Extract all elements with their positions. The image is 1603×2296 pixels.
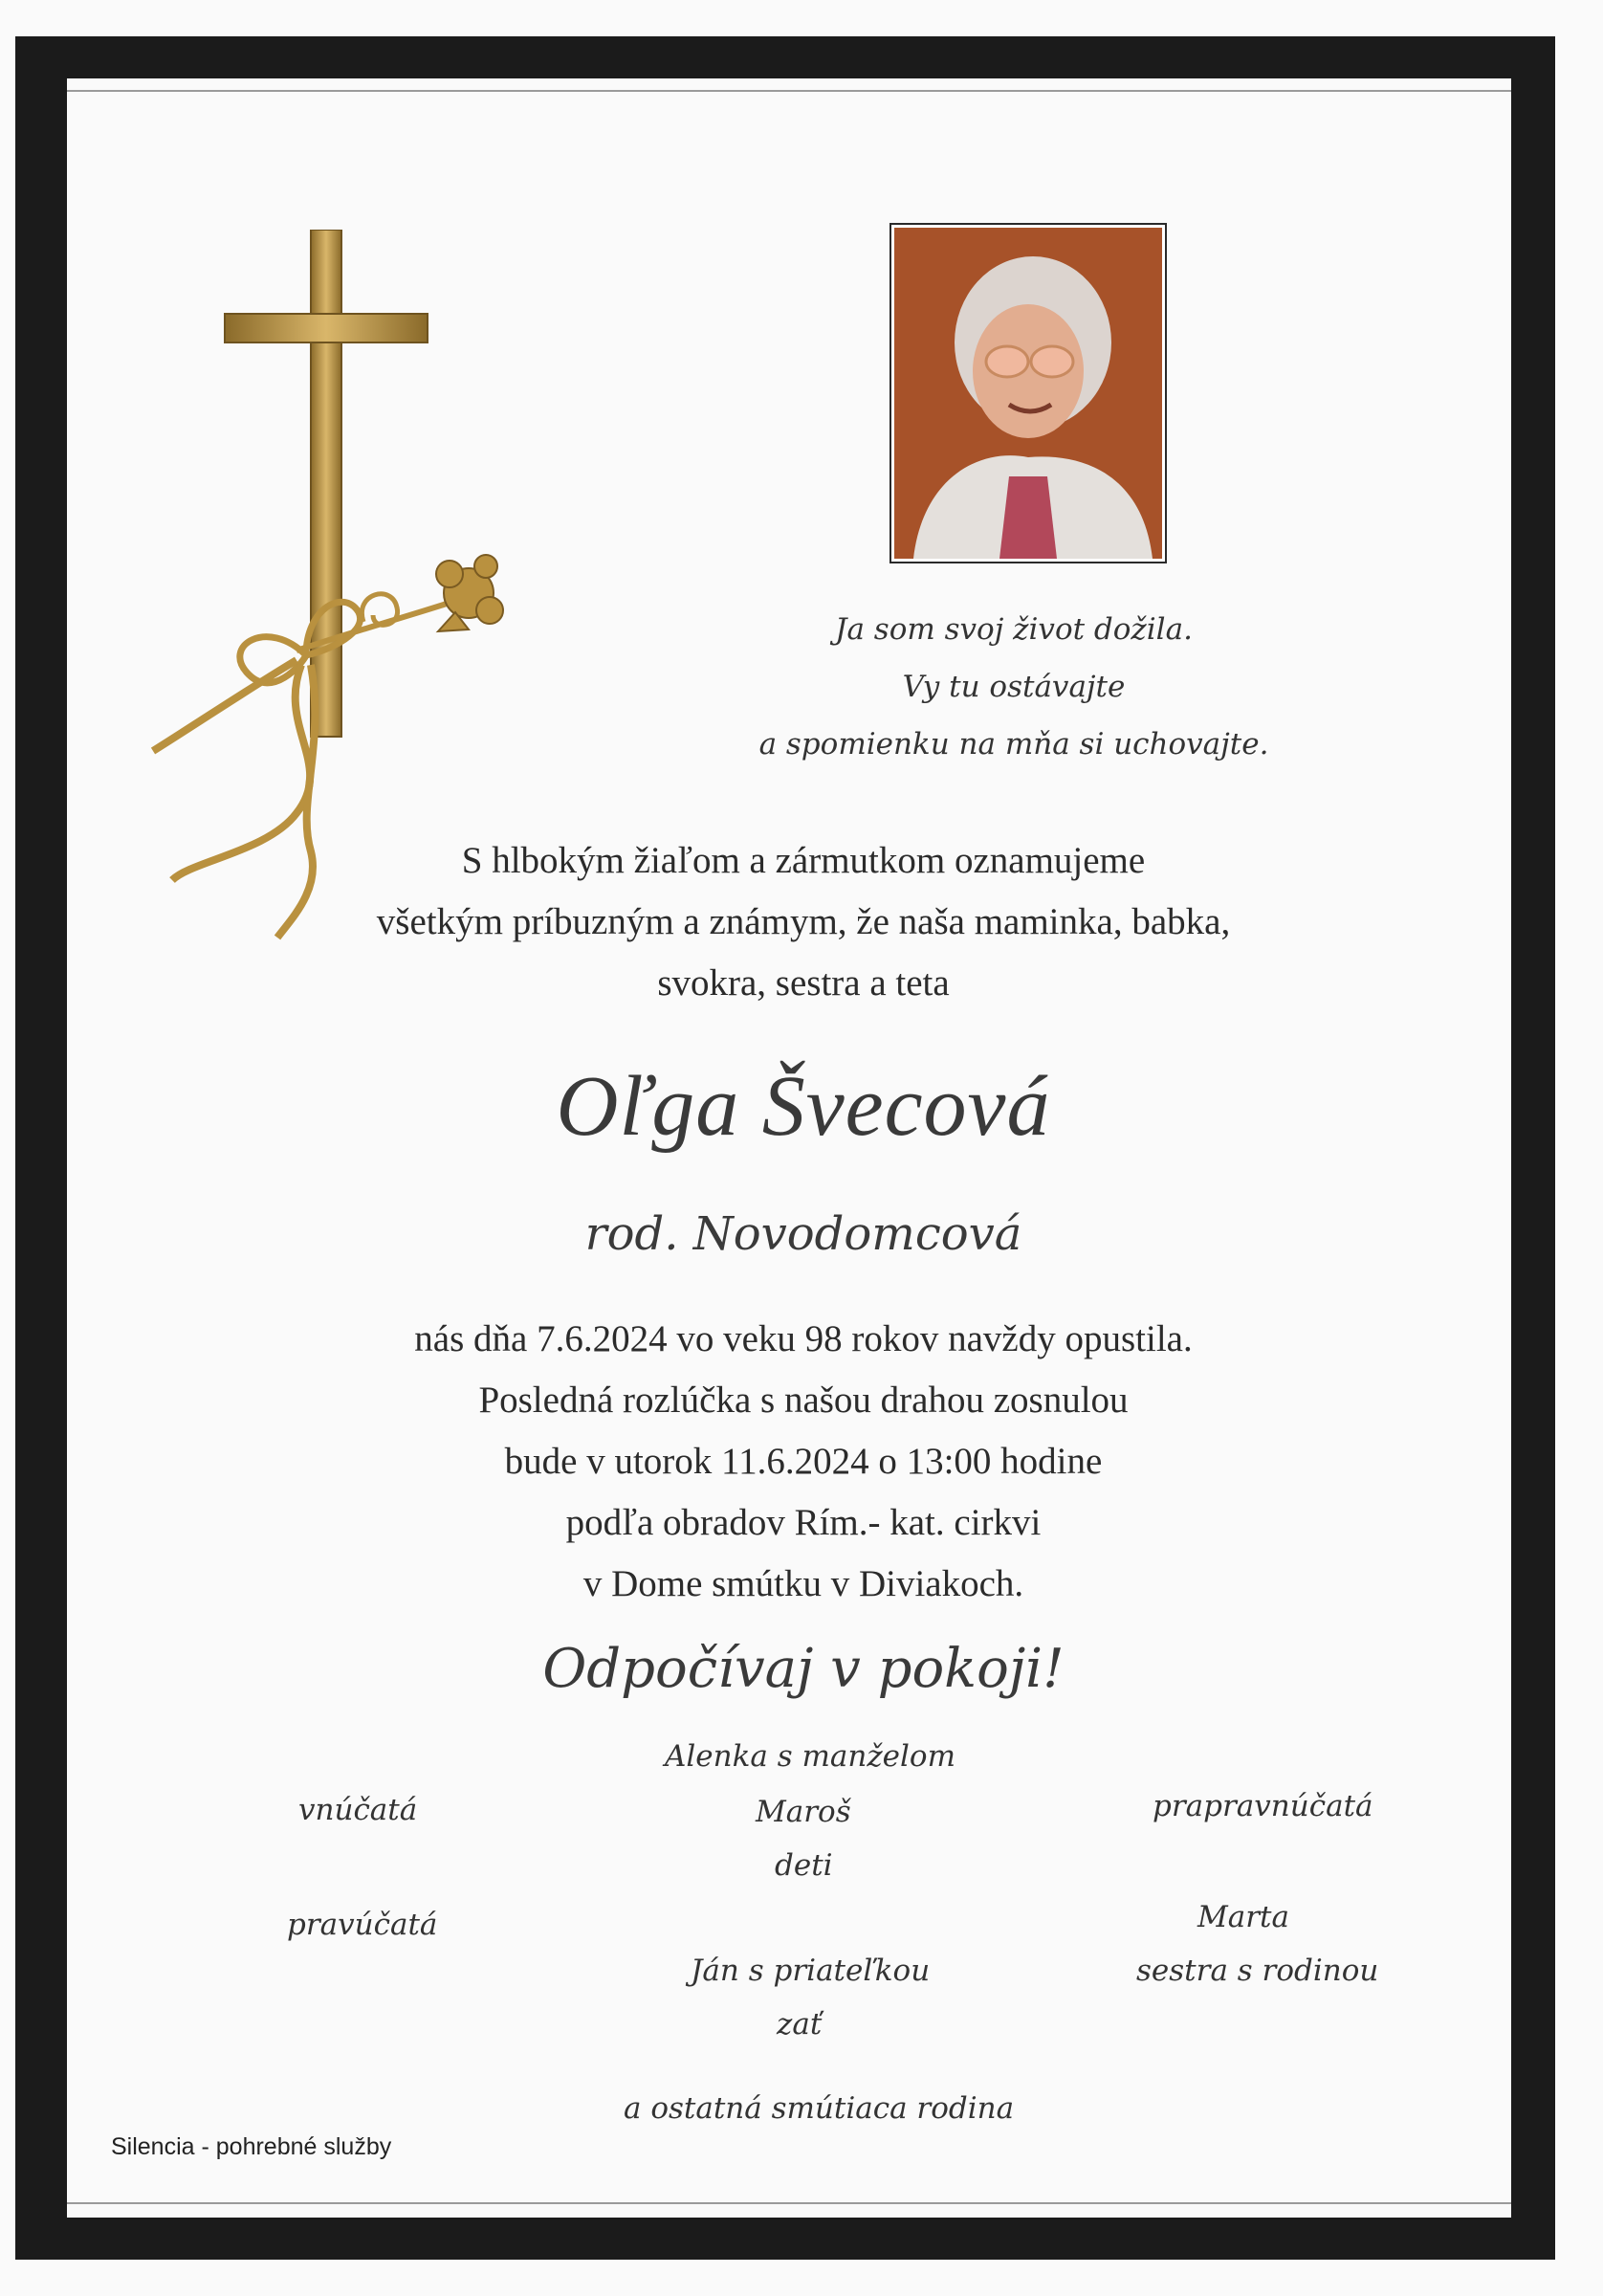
frame-right bbox=[1511, 36, 1555, 2260]
details-line: bude v utorok 11.6.2024 o 13:00 hodine bbox=[504, 1441, 1103, 1482]
frame-inner-line-bottom bbox=[67, 2202, 1511, 2204]
announcement-line: S hlbokým žiaľom a zármutkom oznamujeme bbox=[461, 840, 1146, 881]
family-center-jan: Ján s priateľkou bbox=[691, 1954, 931, 1988]
verse-line: Ja som svoj život dožila. bbox=[835, 612, 1193, 647]
details-line: v Dome smútku v Diviakoch. bbox=[582, 1563, 1024, 1604]
frame-top bbox=[15, 36, 1555, 78]
verse bbox=[756, 601, 1272, 773]
family-bottom: a ostatná smútiaca rodina bbox=[624, 2091, 1015, 2126]
announcement-line: svokra, sestra a teta bbox=[657, 962, 950, 1004]
family-left-great-grandchildren: pravúčatá bbox=[287, 1908, 438, 1942]
family-right-marta: Marta bbox=[1197, 1900, 1289, 1934]
frame-inner-line-top bbox=[67, 90, 1511, 92]
family-center-son-in-law: Maroš bbox=[756, 1795, 851, 1829]
family-center-children-label: deti bbox=[775, 1848, 833, 1883]
details-line: nás dňa 7.6.2024 vo veku 98 rokov navždy opustila. bbox=[414, 1318, 1193, 1359]
announcement-line: všetkým príbuzným a známym, že naša maminka, babka, bbox=[376, 901, 1231, 942]
family-left-grandchildren: vnúčatá bbox=[298, 1793, 418, 1827]
verse-line: Vy tu ostávajte bbox=[902, 670, 1126, 704]
deceased-name: Oľga Švecová bbox=[556, 1059, 1051, 1154]
funeral-service-footer: Silencia - pohrebné služby bbox=[111, 2133, 392, 2160]
verse-line: a spomienku na mňa si uchovajte. bbox=[758, 727, 1269, 762]
funeral-details bbox=[172, 1309, 1435, 1615]
details-line: podľa obradov Rím.- kat. cirkvi bbox=[565, 1502, 1042, 1543]
family-right-sister: sestra s rodinou bbox=[1136, 1954, 1379, 1988]
details-line: Posledná rozlúčka s našou drahou zosnulou bbox=[478, 1380, 1129, 1421]
portrait-photo bbox=[889, 223, 1167, 563]
frame-bottom bbox=[15, 2218, 1555, 2260]
announcement bbox=[172, 830, 1435, 1014]
family-center-zat: zať bbox=[777, 2007, 823, 2042]
frame-left bbox=[15, 36, 67, 2260]
family-right-great-great-grandchildren: prapravnúčatá bbox=[1153, 1789, 1373, 1823]
family-center-daughter: Alenka s manželom bbox=[665, 1739, 955, 1774]
closing-phrase: Odpočívaj v pokoji! bbox=[542, 1638, 1065, 1700]
maiden-name: rod. Novodomcová bbox=[584, 1207, 1022, 1261]
